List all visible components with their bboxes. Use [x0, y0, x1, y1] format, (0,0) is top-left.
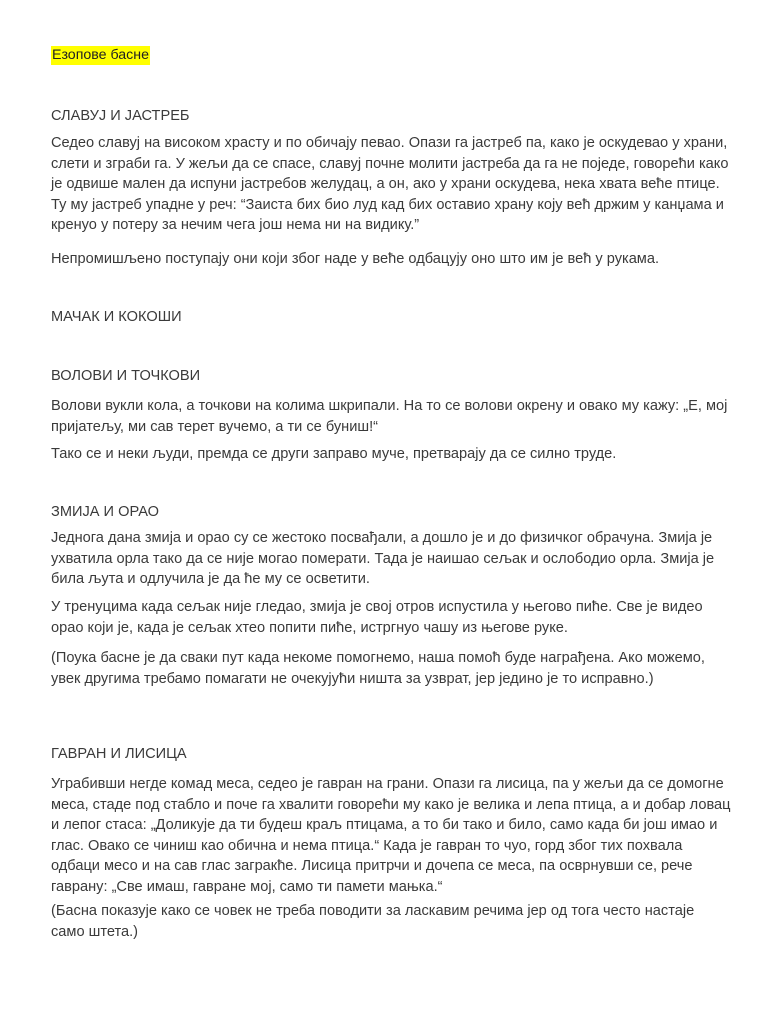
fable-heading-volovi: ВОЛОВИ И ТОЧКОВИ [51, 368, 201, 384]
fable-paragraph: Уграбивши негде комад меса, седео је гавран на грани. Опази га лисица, па у жељи да се домогне меса, стаде под стабло и поче га хвалити говорећи му како је велика и лепа птица, а и добар ловац и лепог стаса: „Доликује да ти будеш краљ птицама, а то би тако и било, само када би још имао и глас. Овако се чиниш као обична и нема птица.“ Када је гавран то чуо, горд због тих похвала одбаци месо и на сав глас загракће. Лисица притрчи и дочепа се меса, па осврнувши се, рече гаврану: „Све имаш, гавране мој, само ти памети мањка.“ [51, 776, 731, 895]
fable-heading-gavran: ГАВРАН И ЛИСИЦА [51, 746, 187, 762]
fable-heading-slavuj: СЛАВУЈ И ЈАСТРЕБ [51, 108, 190, 124]
fable-heading-zmija: ЗМИЈА И ОРАО [51, 504, 159, 520]
fable-paragraph: Седео славуј на високом храсту и по обичају певао. Опази га јастреб па, како је оскудевао у храни, слети и зграби га. У жељи да се спасе, славуј почне молити јастреба да га не поједе, говорећи како је одвише мален да испуни јастребов желудац, а он, ако у храни оскудева, нека хвата веће птице. Ту му јастреб упадне у реч: “Заиста бих био луд кад бих оставио храну коју већ држим у канџама и кренуо у потеру за нечим чега још нема ни на видику.” [51, 135, 729, 234]
fable-moral: Тако се и неки људи, премда се други заправо муче, претварају да се силно труде. [51, 446, 617, 462]
fable-paragraph: Волови вукли кола, а точкови на колима шкрипали. На то се волови окрену и овако му кажу: „Е, мој пријатељу, ми сав терет вучемо, а ти се буниш!“ [51, 398, 728, 435]
fable-paragraph: У тренуцима када сељак није гледао, змија је свој отров испустила у његово пиће. Све је видео орао који је, када је сељак хтео попити пиће, истргнуо чашу из његове руке. [51, 599, 703, 636]
fable-moral: Непромишљено поступају они који због наде у веће одбацују оно што им је већ у рукама. [51, 251, 660, 267]
fable-moral: (Поука басне је да сваки пут када некоме помогнемо, наша помоћ буде награђена. Ако можемо, увек другима требамо помагати не очекујући ништа за узврат, јер једино је то исправно.) [51, 650, 705, 687]
document-title: Езопове басне [52, 47, 149, 63]
fable-heading-machak: МАЧАК И КОКОШИ [51, 309, 182, 325]
fable-moral: (Басна показује како се човек не треба поводити за ласкавим речима јер од тога често настаје само штета.) [51, 903, 695, 940]
fable-paragraph: Једнога дана змија и орао су се жестоко посвађали, а дошло је и до физичког обрачуна. Змија је ухватила орла тако да се није могао померати. Тада је наишао сељак и ослободио орла. Змија је била љута и одлучила је да ће му се осветити. [51, 530, 715, 588]
